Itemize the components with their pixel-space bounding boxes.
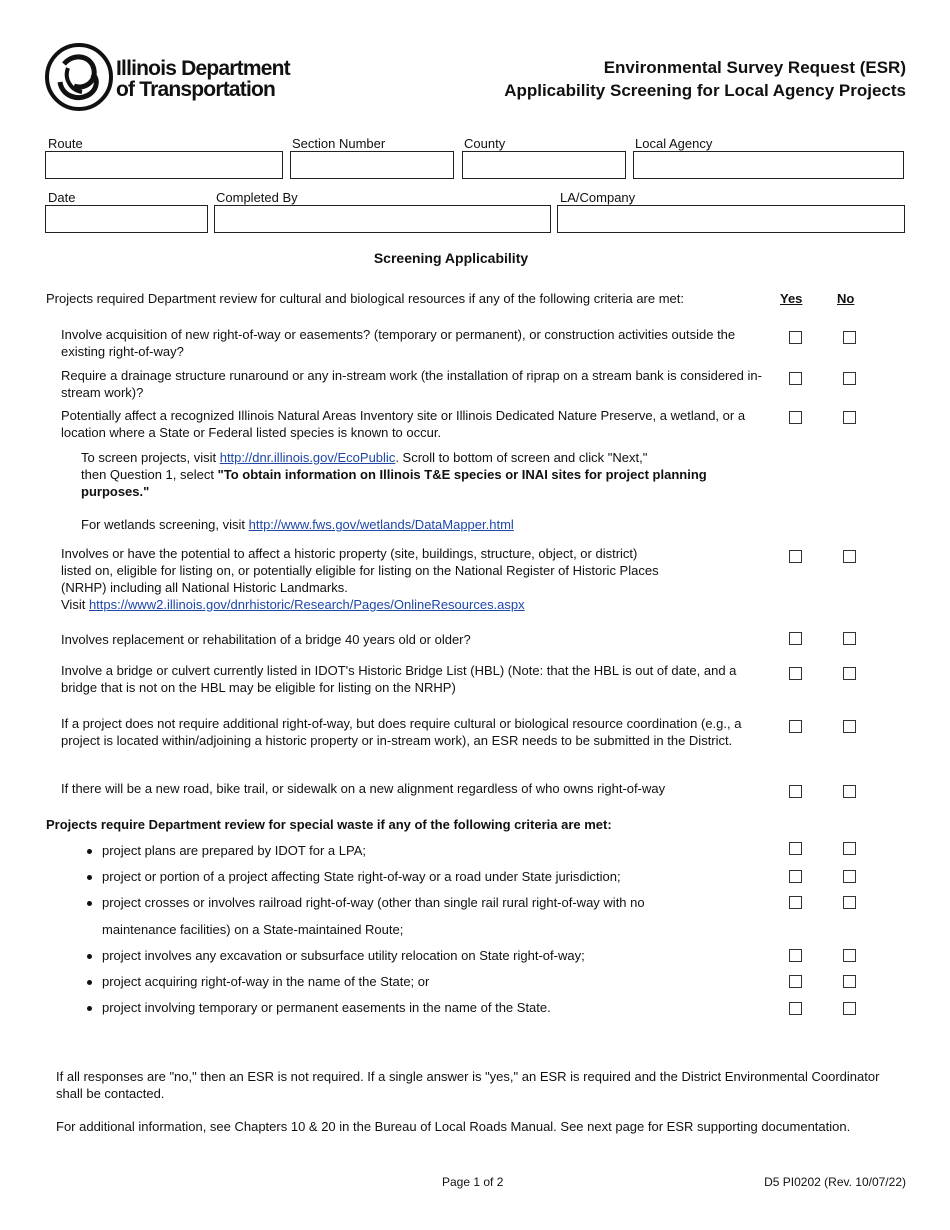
special-waste-item-3-line1: project crosses or involves railroad right-of-way (other than single rail rural right-of-way with no — [102, 895, 645, 910]
dnr-historic-link[interactable]: https://www2.illinois.gov/dnrhistoric/Research/Pages/OnlineResources.aspx — [88, 597, 525, 612]
special-waste-4-no-checkbox[interactable] — [843, 949, 856, 962]
special-waste-item-6: project involving temporary or permanent easements in the name of the State. — [102, 1000, 551, 1015]
date-input[interactable] — [45, 205, 208, 233]
form-title-line2: Applicability Screening for Local Agency Projects — [504, 81, 906, 100]
question-1-yes-checkbox[interactable] — [789, 331, 802, 344]
county-label: County — [464, 136, 506, 151]
screen-text-c: then Question 1, select — [81, 467, 218, 482]
question-2: Require a drainage structure runaround or any in-stream work (the installation of riprap on a stream bank is considered in-stream work)? — [61, 368, 762, 400]
question-4-yes-checkbox[interactable] — [789, 550, 802, 563]
question-3-yes-checkbox[interactable] — [789, 411, 802, 424]
screen-text-bold: "To obtain information on Illinois T&E species or INAI sites for project planning purposes." — [81, 467, 707, 499]
section-number-input[interactable] — [290, 151, 454, 179]
la-company-input[interactable] — [557, 205, 905, 233]
special-waste-heading: Projects require Department review for special waste if any of the following criteria are met: — [46, 817, 612, 832]
question-4-line1: Involves or have the potential to affect a historic property (site, buildings, structure, object, or district) — [61, 546, 638, 561]
screen-text-a: To screen projects, visit — [81, 450, 220, 465]
org-name — [116, 58, 290, 100]
bullet-icon — [87, 1006, 92, 1011]
special-waste-item-3-line2: maintenance facilities) on a State-maintained Route; — [102, 922, 404, 937]
question-4-line3: (NRHP) including all National Historic Landmarks. — [61, 580, 348, 595]
special-waste-1-yes-checkbox[interactable] — [789, 842, 802, 855]
route-input[interactable] — [45, 151, 283, 179]
footer-note-1: If all responses are "no," then an ESR is not required. If a single answer is "yes," an ESR is required and the District Environmental Coordinator shall be contacted. — [56, 1069, 880, 1101]
bullet-icon — [87, 875, 92, 880]
section-number-label: Section Number — [292, 136, 386, 151]
special-waste-item-5: project acquiring right-of-way in the name of the State; or — [102, 974, 430, 989]
org-name-line1: Illinois Department — [116, 57, 290, 80]
question-8-no-checkbox[interactable] — [843, 785, 856, 798]
question-6-yes-checkbox[interactable] — [789, 667, 802, 680]
question-7-no-checkbox[interactable] — [843, 720, 856, 733]
idot-emblem-icon — [44, 42, 114, 112]
date-label: Date — [48, 190, 76, 205]
local-agency-label: Local Agency — [635, 136, 713, 151]
question-7: If a project does not require additional right-of-way, but does require cultural or biological resource coordination (e.g., a project is located within/adjoining a historic property or in-stream work), an ESR needs to be submitted in the District. — [61, 716, 742, 748]
question-6: Involve a bridge or culvert currently listed in IDOT's Historic Bridge List (HBL) (Note: that the HBL is out of date, and a bridge that is not on the HBL may be eligible for listing on the NRHP) — [61, 663, 737, 695]
question-6-no-checkbox[interactable] — [843, 667, 856, 680]
special-waste-5-yes-checkbox[interactable] — [789, 975, 802, 988]
question-4 — [61, 545, 781, 613]
screening-intro: Projects required Department review for cultural and biological resources if any of the following criteria are met: — [46, 291, 685, 306]
question-3: Potentially affect a recognized Illinois Natural Areas Inventory site or Illinois Dedicated Nature Preserve, a wetland, or a location where a State or Federal listed species is known to occur. — [61, 408, 746, 440]
question-5-yes-checkbox[interactable] — [789, 632, 802, 645]
yes-column-header: Yes — [780, 291, 803, 306]
special-waste-1-no-checkbox[interactable] — [843, 842, 856, 855]
question-7-yes-checkbox[interactable] — [789, 720, 802, 733]
ecopublic-link[interactable]: http://dnr.illinois.gov/EcoPublic — [219, 450, 396, 465]
special-waste-item-2: project or portion of a project affecting State right-of-way or a road under State jurisdiction; — [102, 869, 621, 884]
page-number: Page 1 of 2 — [442, 1175, 504, 1189]
form-title-line1: Environmental Survey Request (ESR) — [603, 58, 906, 77]
question-4-line2: listed on, eligible for listing on, or potentially eligible for listing on the National Register of Historic Places — [61, 563, 659, 578]
special-waste-6-no-checkbox[interactable] — [843, 1002, 856, 1015]
special-waste-5-no-checkbox[interactable] — [843, 975, 856, 988]
question-2-no-checkbox[interactable] — [843, 372, 856, 385]
special-waste-3-yes-checkbox[interactable] — [789, 896, 802, 909]
bullet-icon — [87, 849, 92, 854]
question-5: Involves replacement or rehabilitation of a bridge 40 years old or older? — [61, 632, 471, 647]
form-title — [504, 56, 906, 102]
special-waste-item-4: project involves any excavation or subsurface utility relocation on State right-of-way; — [102, 948, 585, 963]
screening-heading: Screening Applicability — [373, 250, 529, 266]
question-1-no-checkbox[interactable] — [843, 331, 856, 344]
county-input[interactable] — [462, 151, 626, 179]
org-name-line2: of Transportation — [116, 78, 276, 101]
question-3-no-checkbox[interactable] — [843, 411, 856, 424]
wetlands-note — [81, 516, 741, 533]
question-4-no-checkbox[interactable] — [843, 550, 856, 563]
question-8-yes-checkbox[interactable] — [789, 785, 802, 798]
special-waste-2-yes-checkbox[interactable] — [789, 870, 802, 883]
wetlands-mapper-link[interactable]: http://www.fws.gov/wetlands/DataMapper.html — [248, 517, 514, 532]
bullet-icon — [87, 980, 92, 985]
question-1: Involve acquisition of new right-of-way or easements? (temporary or permanent), or construction activities outside the existing right-of-way? — [61, 327, 736, 359]
question-8: If there will be a new road, bike trail, or sidewalk on a new alignment regardless of who owns right-of-way — [61, 781, 666, 796]
form-id: D5 PI0202 (Rev. 10/07/22) — [764, 1175, 906, 1189]
wetlands-text: For wetlands screening, visit — [81, 517, 249, 532]
question-4-visit: Visit — [61, 597, 89, 612]
bullet-icon — [87, 901, 92, 906]
special-waste-4-yes-checkbox[interactable] — [789, 949, 802, 962]
no-column-header: No — [837, 291, 855, 306]
question-2-yes-checkbox[interactable] — [789, 372, 802, 385]
special-waste-2-no-checkbox[interactable] — [843, 870, 856, 883]
la-company-label: LA/Company — [560, 190, 636, 205]
question-3-screening-note — [81, 449, 741, 500]
local-agency-input[interactable] — [633, 151, 904, 179]
special-waste-3-no-checkbox[interactable] — [843, 896, 856, 909]
completed-by-label: Completed By — [216, 190, 298, 205]
footer-note-2: For additional information, see Chapters 10 & 20 in the Bureau of Local Roads Manual. See next page for ESR supporting documentation. — [56, 1119, 851, 1134]
question-5-no-checkbox[interactable] — [843, 632, 856, 645]
bullet-icon — [87, 954, 92, 959]
special-waste-6-yes-checkbox[interactable] — [789, 1002, 802, 1015]
completed-by-input[interactable] — [214, 205, 551, 233]
screen-text-b: . Scroll to bottom of screen and click "Next," — [395, 450, 648, 465]
special-waste-item-1: project plans are prepared by IDOT for a LPA; — [102, 843, 366, 858]
route-label: Route — [48, 136, 83, 151]
